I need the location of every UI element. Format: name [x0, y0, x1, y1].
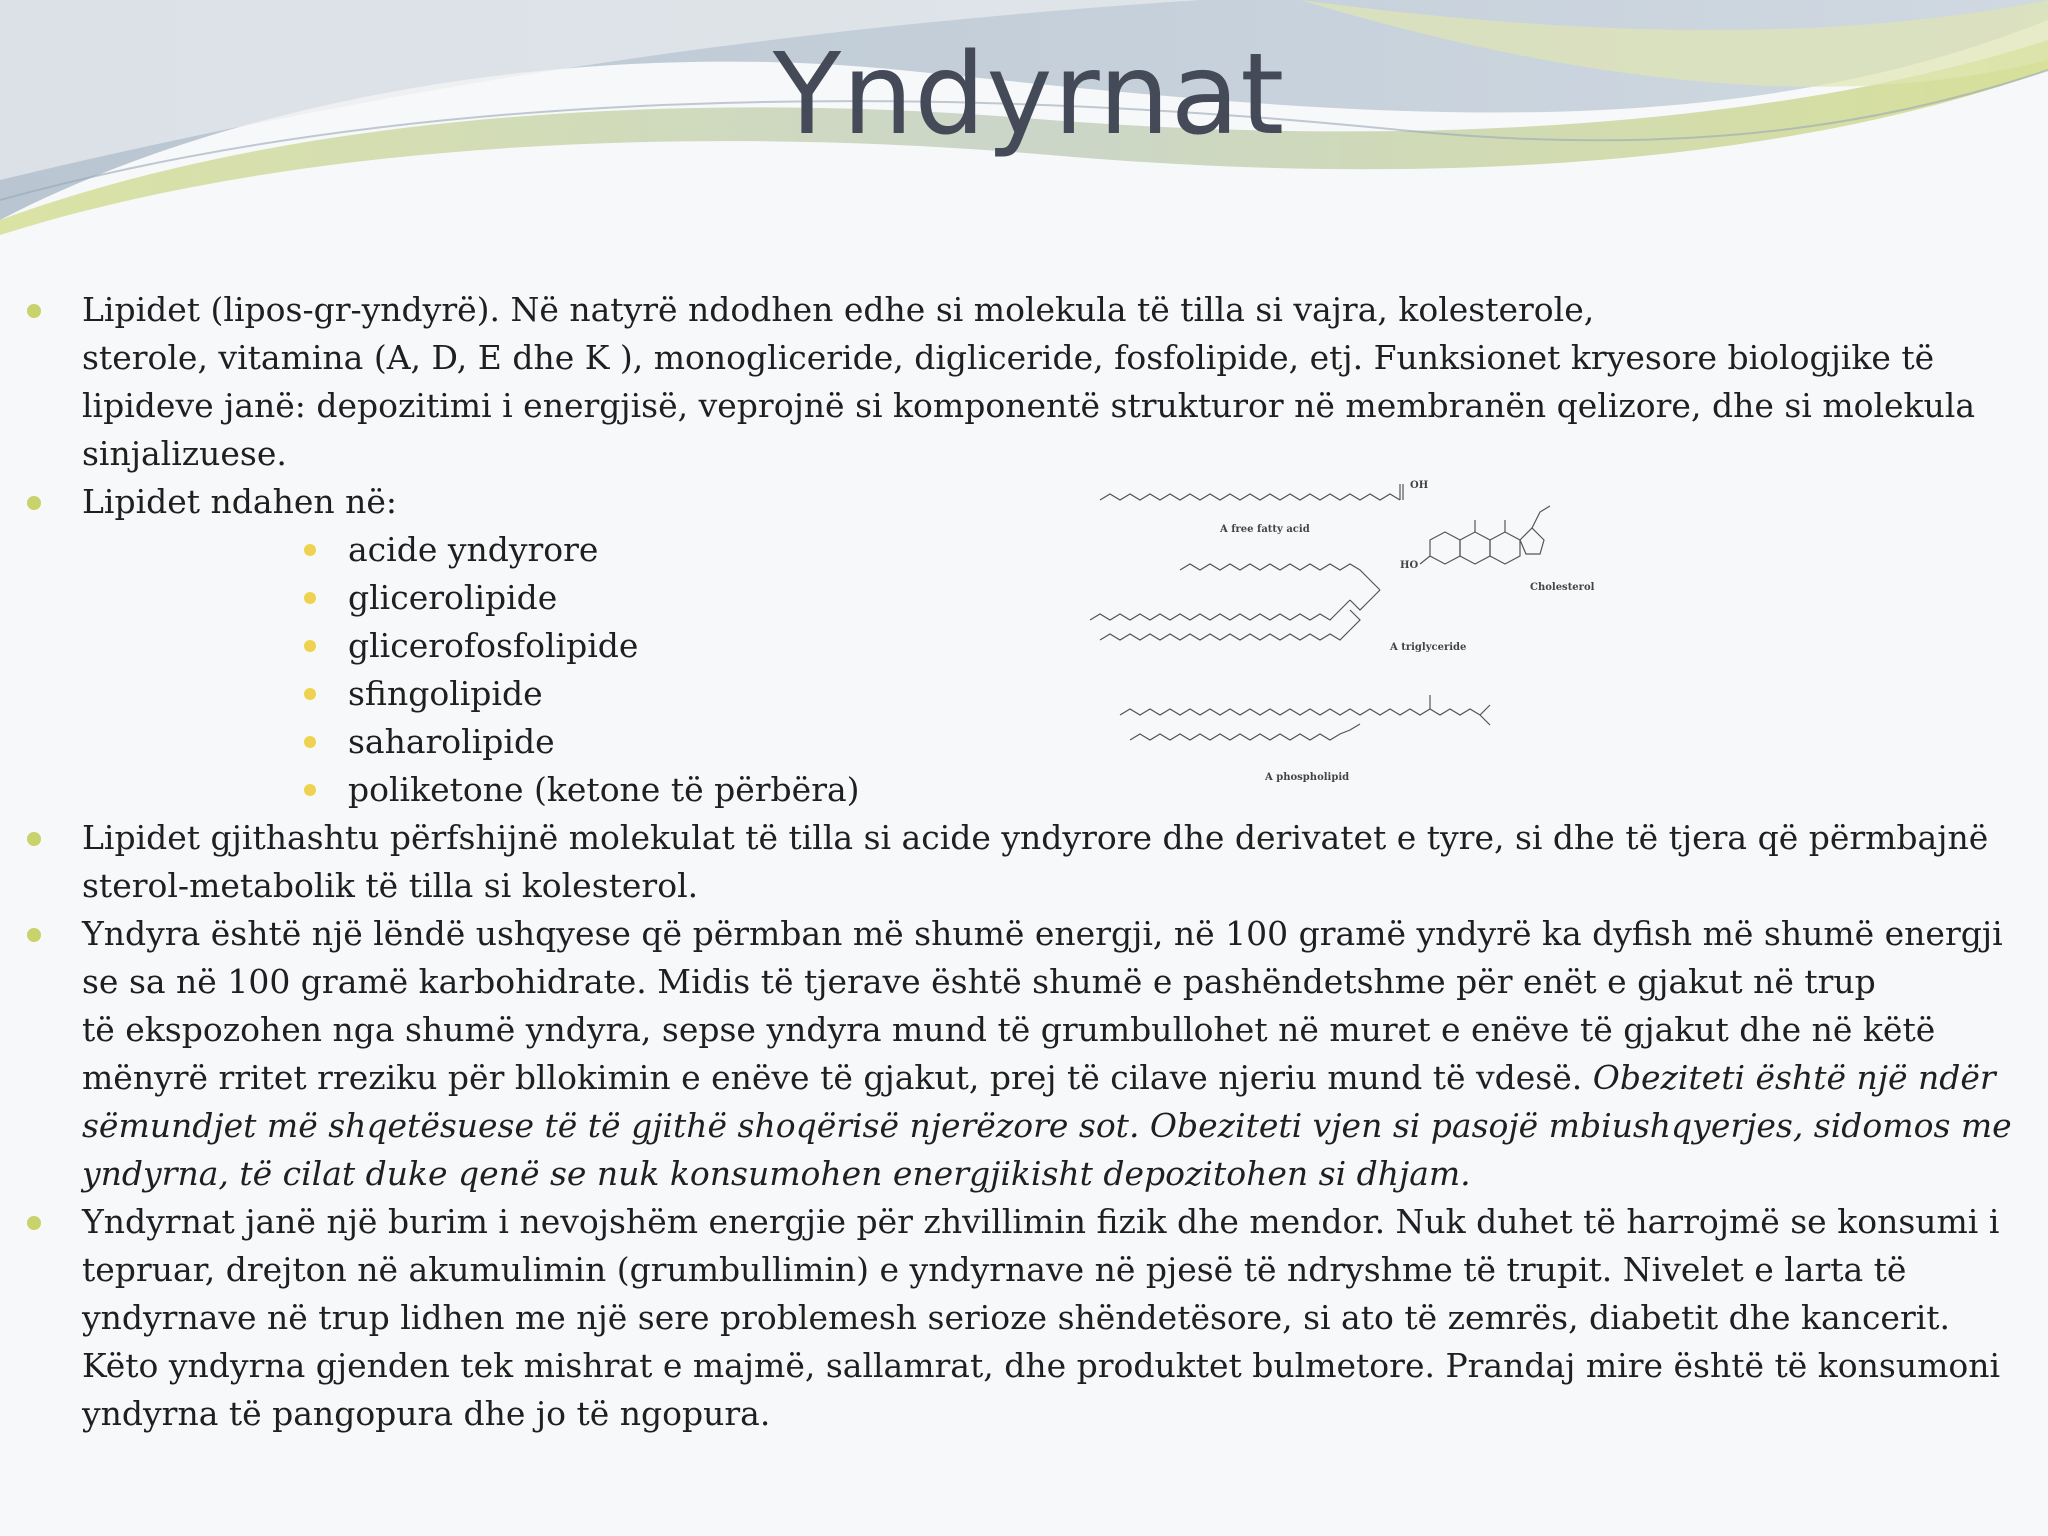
text-line: sinjalizuese.: [82, 434, 287, 473]
text-line: Yndyrnat janë një burim i nevojshëm energjie për zhvillimin fizik dhe mendor. Nuk duhet të harrojmë se konsumi i: [82, 1202, 2000, 1241]
sub-item-label: acide yndyrore: [348, 530, 599, 569]
text-line: yndyrna të pangopura dhe jo të ngopura.: [82, 1394, 771, 1433]
bullet-paragraph-5: [82, 1198, 2022, 1438]
sub-item: [348, 526, 598, 574]
text-line: sterole, vitamina (A, D, E dhe K ), monogliceride, digliceride, fosfolipide, etj. Funksionet kryesore biologjike të: [82, 338, 1935, 377]
text-line: lipideve janë: depozitimi i energjisë, veprojnë si komponentë strukturor në membranën qelizore, dhe si molekula: [82, 386, 1976, 425]
text-line: tepruar, drejton në akumulimin (grumbullimin) e yndyrnave në pjesë të ndryshme të trupit. Nivelet e larta të: [82, 1250, 1907, 1289]
sub-item-label: glicerolipide: [348, 578, 558, 617]
italic-text-segment: Obeziteti është një ndër: [1592, 1058, 1996, 1097]
bullet-dot: [27, 496, 41, 510]
italic-text-line: sëmundjet më shqetësuese të të gjithë shoqërisë njerëzore sot. Obeziteti vjen si pasojë mbiushqyerjes, sidomos me: [82, 1106, 2012, 1145]
text-line: Lipidet (lipos-gr-yndyrë). Në natyrë ndodhen edhe si molekula të tilla si vajra, kolesterole,: [82, 290, 1595, 329]
oh-label: OH: [1410, 480, 1429, 491]
cholesterol-structure: [1420, 506, 1550, 564]
bullet-paragraph-1: [82, 286, 2022, 478]
sub-bullet-dot: [304, 784, 316, 796]
text-line: Këto yndyrna gjenden tek mishrat e majmë, sallamrat, dhe produktet bulmetore. Prandaj mire është të konsumoni: [82, 1346, 2001, 1385]
sub-item: [348, 718, 555, 766]
text-line: të ekspozohen nga shumë yndyra, sepse yndyra mund të grumbullohet në muret e enëve të gjakut dhe në këtë: [82, 1010, 1936, 1049]
bullet-dot: [27, 928, 41, 942]
sub-bullet-dot: [304, 592, 316, 604]
fatty-acid-structure: [1100, 494, 1400, 500]
phospholipid-label: A phospholipid: [1265, 772, 1350, 783]
sub-item-label: sfingolipide: [348, 674, 543, 713]
sub-item: [348, 766, 860, 814]
italic-text-line: yndyrna, të cilat duke qenë se nuk konsumohen energjikisht depozitohen si dhjam.: [82, 1154, 1471, 1193]
text-line: Yndyra është një lëndë ushqyese që përmban më shumë energji, në 100 gramë yndyrë ka dyfish më shumë energji: [82, 914, 2003, 953]
triglyceride-structure: [1090, 564, 1380, 640]
sub-item-label: glicerofosfolipide: [348, 626, 639, 665]
fatty-acid-label: A free fatty acid: [1220, 524, 1310, 535]
lipid-structures-diagram: [1070, 440, 1595, 800]
sub-item: [348, 574, 557, 622]
sub-bullet-dot: [304, 640, 316, 652]
bullet-dot: [27, 1216, 41, 1230]
text-line: Lipidet gjithashtu përfshijnë molekulat të tilla si acide yndyrore dhe derivatet e tyre, si dhe të tjera që përmbajnë: [82, 818, 1989, 857]
text-line: yndyrnave në trup lidhen me një sere problemesh serioze shëndetësore, si ato të zemrës, diabetit dhe kancerit.: [82, 1298, 1951, 1337]
text-line: [82, 1054, 2022, 1102]
bullet-paragraph-3: [82, 814, 2022, 910]
bullet-dot: [27, 832, 41, 846]
sub-bullet-dot: [304, 688, 316, 700]
text-line: sterol-metabolik të tilla si kolesterol.: [82, 866, 699, 905]
slide-title: Yndyrnat: [772, 30, 1286, 160]
sub-item-label: poliketone (ketone të përbëra): [348, 770, 860, 809]
sub-bullet-dot: [304, 544, 316, 556]
bullet-paragraph-2: [82, 478, 2022, 526]
cholesterol-label: Cholesterol: [1530, 582, 1595, 593]
text-line: se sa në 100 gramë karbohidrate. Midis të tjerave është shumë e pashëndetshme për enët e gjakut në trup: [82, 962, 1876, 1001]
text-segment: mënyrë rritet rreziku për bllokimin e enëve të gjakut, prej të cilave njeriu mund të vdesë.: [82, 1058, 1583, 1097]
sub-item-label: saharolipide: [348, 722, 555, 761]
ho-label: HO: [1400, 560, 1419, 571]
triglyceride-label: A triglyceride: [1390, 642, 1467, 653]
sub-item: [348, 622, 638, 670]
phospholipid-structure: [1120, 695, 1490, 740]
bullet-dot: [27, 304, 41, 318]
sub-item: [348, 670, 543, 718]
text-line: Lipidet ndahen në:: [82, 482, 398, 521]
bullet-paragraph-4: [82, 910, 2022, 1198]
sub-bullet-dot: [304, 736, 316, 748]
